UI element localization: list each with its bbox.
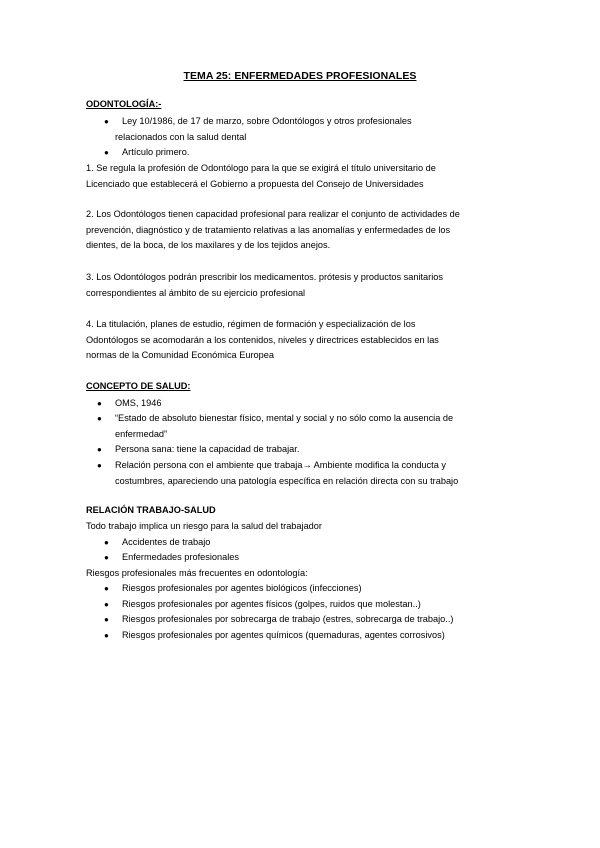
list-item-persona-sana: Persona sana: tiene la capacidad de trabajar. (115, 444, 300, 454)
paragraph-2: 2. Los Odontólogos tienen capacidad profesional para realizar el conjunto de actividades de prevención, diagnóstico y de tratamiento relativas a las anomalías y enfermedades de los dientes, de la boca, de los maxilares y de los tejidos anejos. (86, 209, 460, 250)
section-heading-odontologia: ODONTOLOGÍA:- (86, 99, 162, 109)
bullet-icon: ● (104, 148, 109, 157)
paragraph-4: 4. La titulación, planes de estudio, régimen de formación y especialización de los Odontólogos se acomodarán a los contenidos, niveles y directrices establecidos en las normas de la Comunidad Económica Europea (86, 319, 439, 360)
list-item-accidentes: Accidentes de trabajo (122, 537, 211, 547)
list-item-riesgo-biologico: Riesgos profesionales por agentes biológicos (infecciones) (122, 583, 362, 593)
bullet-icon: ● (104, 538, 109, 547)
bullet-icon: ● (104, 631, 109, 640)
bullet-icon: ● (97, 445, 102, 454)
list-item-ley: Ley 10/1986, de 17 de marzo, sobre Odontólogos y otros profesionales (122, 116, 412, 126)
section-heading-salud: CONCEPTO DE SALUD: (86, 381, 191, 391)
paragraph-3: 3. Los Odontólogos podrán prescribir los medicamentos. prótesis y productos sanitarios correspondientes al ámbito de su ejercicio profesional (86, 272, 443, 298)
paragraph-1: 1. Se regula la profesión de Odontólogo para la que se exigirá el título universitario de Licenciado que establecerá el Gobierno a propuesta del Consejo de Universidades (86, 163, 436, 189)
trabajo-intro: Todo trabajo implica un riesgo para la salud del trabajador (86, 521, 322, 531)
list-item-enfermedades: Enfermedades profesionales (122, 552, 239, 562)
bullet-icon: ● (104, 553, 109, 562)
bullet-icon: ● (97, 399, 102, 408)
list-item-ley-cont: relacionados con la salud dental (115, 132, 247, 142)
list-item-articulo: Artículo primero. (122, 147, 190, 157)
list-item-relacion: Relación persona con el ambiente que trabaja→ Ambiente modifica la conducta y costumbres, apareciendo una patología específica en relación directa con su trabajo (115, 460, 459, 486)
bullet-icon: ● (97, 461, 102, 470)
page-title: TEMA 25: ENFERMEDADES PROFESIONALES (183, 70, 417, 82)
bullet-icon: ● (104, 600, 109, 609)
list-item-riesgo-fisico: Riesgos profesionales por agentes físicos (golpes, ruidos que molestan..) (122, 599, 421, 609)
bullet-icon: ● (104, 117, 109, 126)
section-heading-trabajo: RELACIÓN TRABAJO-SALUD (86, 505, 216, 515)
list-item-definicion: “Estado de absoluto bienestar físico, mental y social y no sólo como la ausencia de enfermedad” (115, 413, 454, 439)
list-item-riesgo-quimico: Riesgos profesionales por agentes químicos (quemaduras, agentes corrosivos) (122, 630, 445, 640)
riesgos-intro: Riesgos profesionales más frecuentes en odontología: (86, 568, 308, 578)
bullet-icon: ● (97, 414, 102, 423)
list-item-oms: OMS, 1946 (115, 398, 162, 408)
bullet-icon: ● (104, 615, 109, 624)
list-item-riesgo-sobrecarga: Riesgos profesionales por sobrecarga de trabajo (estres, sobrecarga de trabajo..) (122, 614, 454, 624)
bullet-icon: ● (104, 584, 109, 593)
